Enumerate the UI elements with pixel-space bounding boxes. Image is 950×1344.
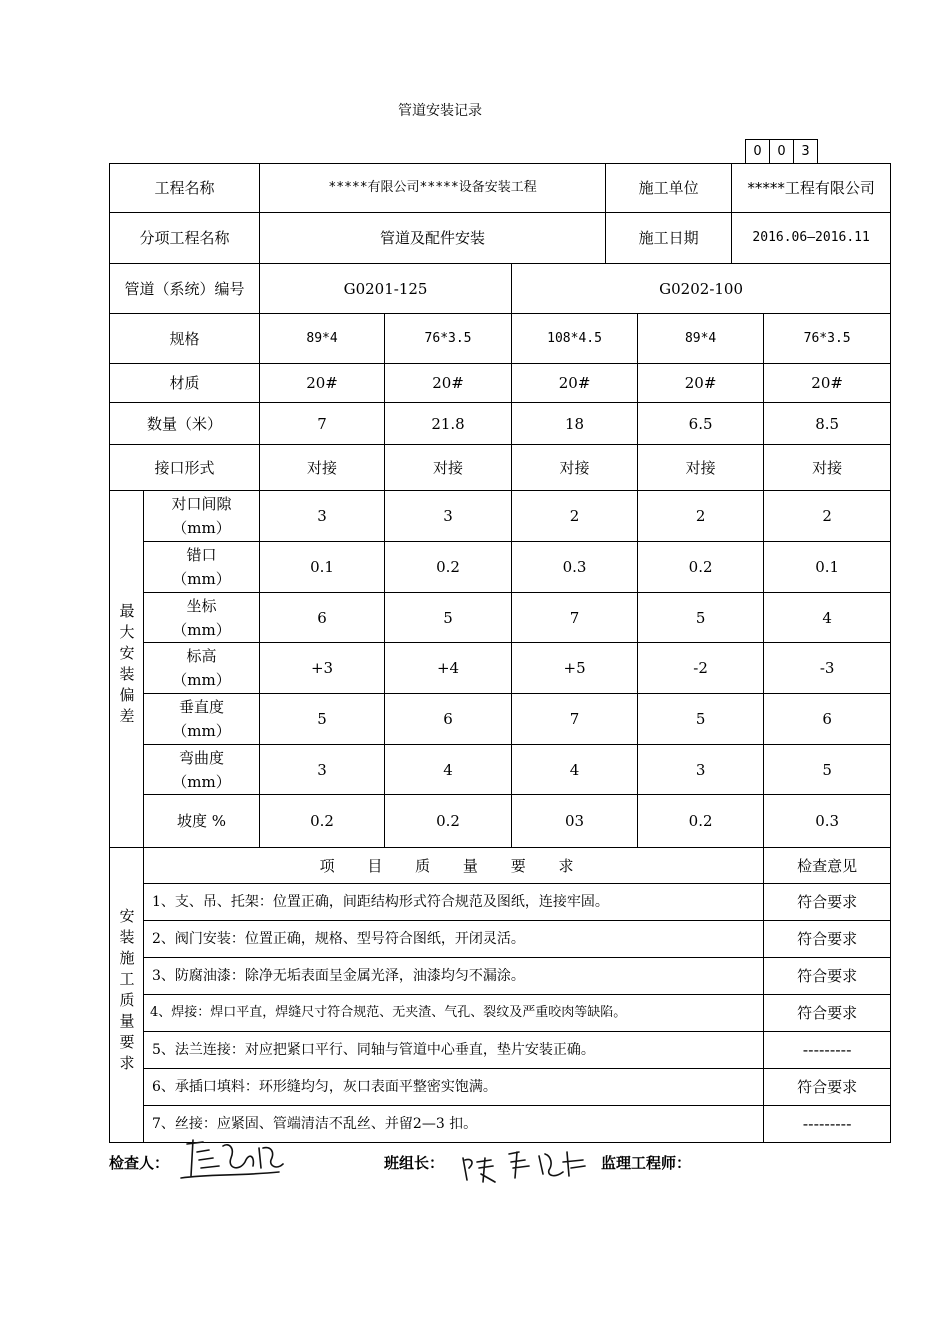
slope-cell: 0.3	[764, 795, 891, 848]
joint-cell: 对接	[260, 445, 385, 491]
joint-cell: 对接	[638, 445, 764, 491]
spec-cell: 89*4	[638, 314, 764, 364]
requirement-item: 1、支、吊、托架：位置正确，间距结构形式符合规范及图纸，连接牢固。	[144, 884, 764, 921]
requirement-item: 7、丝接：应紧固、管端清洁不乱丝、并留2—3 扣。	[144, 1106, 764, 1143]
items-header: 项 目 质 量 要 求	[144, 848, 764, 884]
deviation-cell: 6	[385, 694, 512, 745]
spec-cell: 76*3.5	[385, 314, 512, 364]
slope-label: 坡度 %	[144, 795, 260, 848]
material-cell: 20#	[260, 364, 385, 403]
deviation-cell: +4	[385, 643, 512, 694]
quality-group-text: 安装施工质量要求	[117, 907, 136, 1076]
material-label: 材质	[110, 364, 260, 403]
deviation-cell: 3	[385, 491, 512, 542]
requirement-opinion: 符合要求	[764, 921, 891, 958]
deviation-label-main: 标高	[186, 647, 217, 665]
serial-digit: 0	[746, 140, 770, 164]
deviation-cell: 3	[260, 491, 385, 542]
inspector-signature	[179, 1138, 289, 1182]
deviation-cell: 7	[512, 593, 638, 643]
deviation-cell: 3	[260, 745, 385, 795]
deviation-label-main: 坐标	[186, 596, 217, 615]
deviation-cell: 5	[638, 593, 764, 643]
requirement-opinion: ---------	[764, 1106, 891, 1143]
deviation-row-label	[144, 694, 260, 745]
deviation-cell: 0.1	[260, 542, 385, 593]
deviation-row-label	[144, 593, 260, 643]
deviation-label-unit: （mm）	[172, 570, 231, 588]
requirement-opinion: ---------	[764, 1032, 891, 1069]
qty-cell: 21.8	[385, 403, 512, 445]
spec-label: 规格	[110, 314, 260, 364]
serial-digit: 0	[770, 140, 794, 164]
deviation-cell: 0.3	[512, 542, 638, 593]
project-label: 工程名称	[110, 164, 260, 213]
deviation-cell: 0.1	[764, 542, 891, 593]
joint-cell: 对接	[764, 445, 891, 491]
deviation-label-main: 错口	[186, 546, 217, 564]
contractor-label: 施工单位	[606, 164, 732, 213]
qty-cell: 7	[260, 403, 385, 445]
opinion-header: 检查意见	[764, 848, 891, 884]
serial-digit: 3	[794, 140, 818, 164]
deviation-cell: 5	[260, 694, 385, 745]
deviation-label-unit: （mm）	[172, 772, 231, 791]
requirement-item: 2、阀门安装：位置正确，规格、型号符合图纸，开闭灵活。	[144, 921, 764, 958]
date-label: 施工日期	[606, 213, 732, 264]
joint-label: 接口形式	[110, 445, 260, 491]
deviation-label-unit: （mm）	[172, 722, 231, 740]
deviation-row-label	[144, 542, 260, 593]
deviation-cell: 3	[638, 745, 764, 795]
deviation-group-text: 最大安装偏差	[117, 602, 136, 729]
leader-signature	[459, 1144, 599, 1188]
record-table	[109, 163, 891, 1143]
project-value: *****有限公司*****设备安装工程	[260, 164, 606, 213]
qty-cell: 6.5	[638, 403, 764, 445]
signature-row	[109, 1152, 890, 1192]
leader-label: 班组长：	[384, 1154, 445, 1172]
slope-cell: 03	[512, 795, 638, 848]
deviation-group-label	[110, 491, 144, 848]
requirement-opinion: 符合要求	[764, 995, 891, 1032]
deviation-label-main: 垂直度	[179, 698, 225, 716]
page-title: 管道安装记录	[398, 103, 482, 119]
subproject-label: 分项工程名称	[110, 213, 260, 264]
pipe-no-1: G0201-125	[260, 264, 512, 314]
subproject-value: 管道及配件安装	[260, 213, 606, 264]
deviation-cell: 2	[638, 491, 764, 542]
requirement-item: 4、焊接：焊口平直，焊缝尺寸符合规范、无夹渣、气孔、裂纹及严重咬肉等缺陷。	[144, 995, 764, 1032]
requirement-opinion: 符合要求	[764, 884, 891, 921]
deviation-cell: 4	[512, 745, 638, 795]
joint-cell: 对接	[512, 445, 638, 491]
deviation-cell: +3	[260, 643, 385, 694]
deviation-cell: 4	[764, 593, 891, 643]
serial-number	[745, 139, 818, 164]
deviation-cell: 5	[385, 593, 512, 643]
pipe-no-label: 管道（系统）编号	[110, 264, 260, 314]
quality-group-label	[110, 848, 144, 1143]
requirement-item: 5、法兰连接：对应把紧口平行、同轴与管道中心垂直，垫片安装正确。	[144, 1032, 764, 1069]
deviation-cell: -3	[764, 643, 891, 694]
spec-cell: 89*4	[260, 314, 385, 364]
deviation-cell: 5	[638, 694, 764, 745]
deviation-label-unit: （mm）	[172, 671, 231, 689]
deviation-label-unit: （mm）	[172, 620, 231, 639]
requirement-item: 6、承插口填料：环形缝均匀，灰口表面平整密实饱满。	[144, 1069, 764, 1106]
deviation-cell: 0.2	[638, 542, 764, 593]
slope-cell: 0.2	[260, 795, 385, 848]
deviation-cell: 2	[512, 491, 638, 542]
deviation-label-unit: （mm）	[172, 519, 231, 537]
deviation-cell: -2	[638, 643, 764, 694]
slope-cell: 0.2	[385, 795, 512, 848]
deviation-cell: 4	[385, 745, 512, 795]
deviation-cell: 0.2	[385, 542, 512, 593]
deviation-cell: 7	[512, 694, 638, 745]
deviation-row-label	[144, 643, 260, 694]
date-value: 2016.06—2016.11	[732, 213, 891, 264]
material-cell: 20#	[512, 364, 638, 403]
qty-cell: 18	[512, 403, 638, 445]
material-cell: 20#	[764, 364, 891, 403]
requirement-item: 3、防腐油漆：除净无垢表面呈金属光泽，油漆均匀不漏涂。	[144, 958, 764, 995]
spec-cell: 76*3.5	[764, 314, 891, 364]
deviation-row-label	[144, 491, 260, 542]
qty-cell: 8.5	[764, 403, 891, 445]
deviation-label-main: 对口间隙	[171, 495, 232, 513]
requirement-opinion: 符合要求	[764, 958, 891, 995]
qty-label: 数量（米）	[110, 403, 260, 445]
spec-cell: 108*4.5	[512, 314, 638, 364]
deviation-cell: 6	[764, 694, 891, 745]
inspector-label: 检查人：	[109, 1154, 170, 1172]
deviation-row-label	[144, 745, 260, 795]
joint-cell: 对接	[385, 445, 512, 491]
pipe-no-2: G0202-100	[512, 264, 891, 314]
slope-cell: 0.2	[638, 795, 764, 848]
supervisor-label: 监理工程师：	[601, 1154, 692, 1172]
material-cell: 20#	[638, 364, 764, 403]
deviation-cell: +5	[512, 643, 638, 694]
material-cell: 20#	[385, 364, 512, 403]
deviation-cell: 6	[260, 593, 385, 643]
deviation-cell: 5	[764, 745, 891, 795]
deviation-label-main: 弯曲度	[179, 748, 225, 767]
contractor-value: *****工程有限公司	[732, 164, 891, 213]
deviation-cell: 2	[764, 491, 891, 542]
requirement-opinion: 符合要求	[764, 1069, 891, 1106]
